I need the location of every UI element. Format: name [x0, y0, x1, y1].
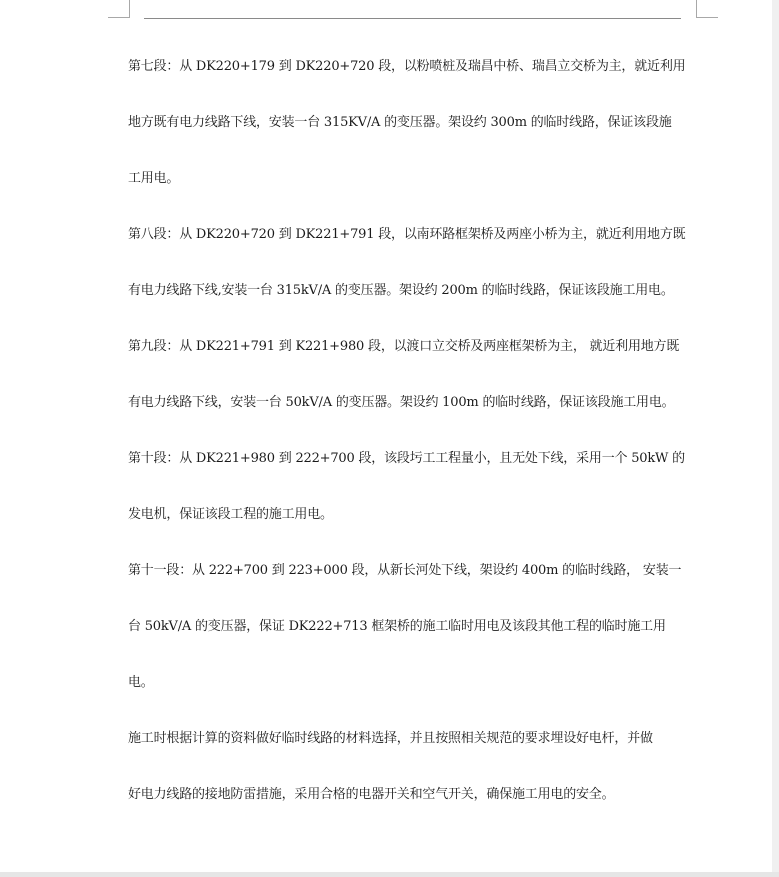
paragraph-summary	[128, 711, 697, 823]
paragraph-section-7	[128, 39, 697, 207]
text-line: 第七段：从 DK220+179 到 DK220+720 段，以粉喷桩及瑞昌中桥、瑞昌立交桥为主，就近利用	[128, 59, 686, 74]
text-line: 第十段：从 DK221+980 到 222+700 段，该段圬工工程量小，且无处下线，采用一个 50kW 的	[128, 451, 685, 466]
document-body[interactable]	[128, 39, 697, 823]
text-line: 地方既有电力线路下线，安装一台 315KV/A 的变压器。架设约 300m 的临时线路，保证该段施	[128, 115, 672, 130]
text-line: 有电力线路下线，安装一台 50kV/A 的变压器。架设约 100m 的临时线路，保证该段施工用电。	[128, 395, 675, 410]
text-line: 台 50kV/A 的变压器，保证 DK222+713 框架桥的施工临时用电及该段其他工程的临时施工用	[128, 619, 666, 634]
text-line: 第八段：从 DK220+720 到 DK221+791 段，以南环路框架桥及两座小桥为主，就近利用地方既	[128, 227, 686, 242]
paragraph-section-9	[128, 319, 697, 431]
text-line: 第十一段：从 222+700 到 223+000 段，从新长河处下线，架设约 400m 的临时线路， 安装一	[128, 563, 682, 578]
paragraph-section-11	[128, 543, 697, 711]
text-line: 施工时根据计算的资料做好临时线路的材料选择，并且按照相关规范的要求埋设好电杆，并做	[128, 731, 653, 746]
vertical-scroll-strip[interactable]	[772, 0, 779, 877]
text-line: 第九段：从 DK221+791 到 K221+980 段，以渡口立交桥及两座框架桥为主， 就近利用地方既	[128, 339, 680, 354]
text-line: 好电力线路的接地防雷措施，采用合格的电器开关和空气开关，确保施工用电的安全。	[128, 787, 615, 802]
text-line: 电。	[128, 675, 154, 690]
text-line: 工用电。	[128, 171, 180, 186]
paragraph-section-10	[128, 431, 697, 543]
page-corner-mark-left	[108, 0, 130, 18]
bottom-edge-strip	[0, 872, 779, 877]
text-line: 发电机，保证该段工程的施工用电。	[128, 507, 333, 522]
page-corner-mark-right	[696, 0, 718, 18]
text-line: 有电力线路下线,安装一台 315kV/A 的变压器。架设约 200m 的临时线路，保证该段施工用电。	[128, 283, 674, 298]
header-rule	[144, 18, 681, 19]
paragraph-section-8	[128, 207, 697, 319]
